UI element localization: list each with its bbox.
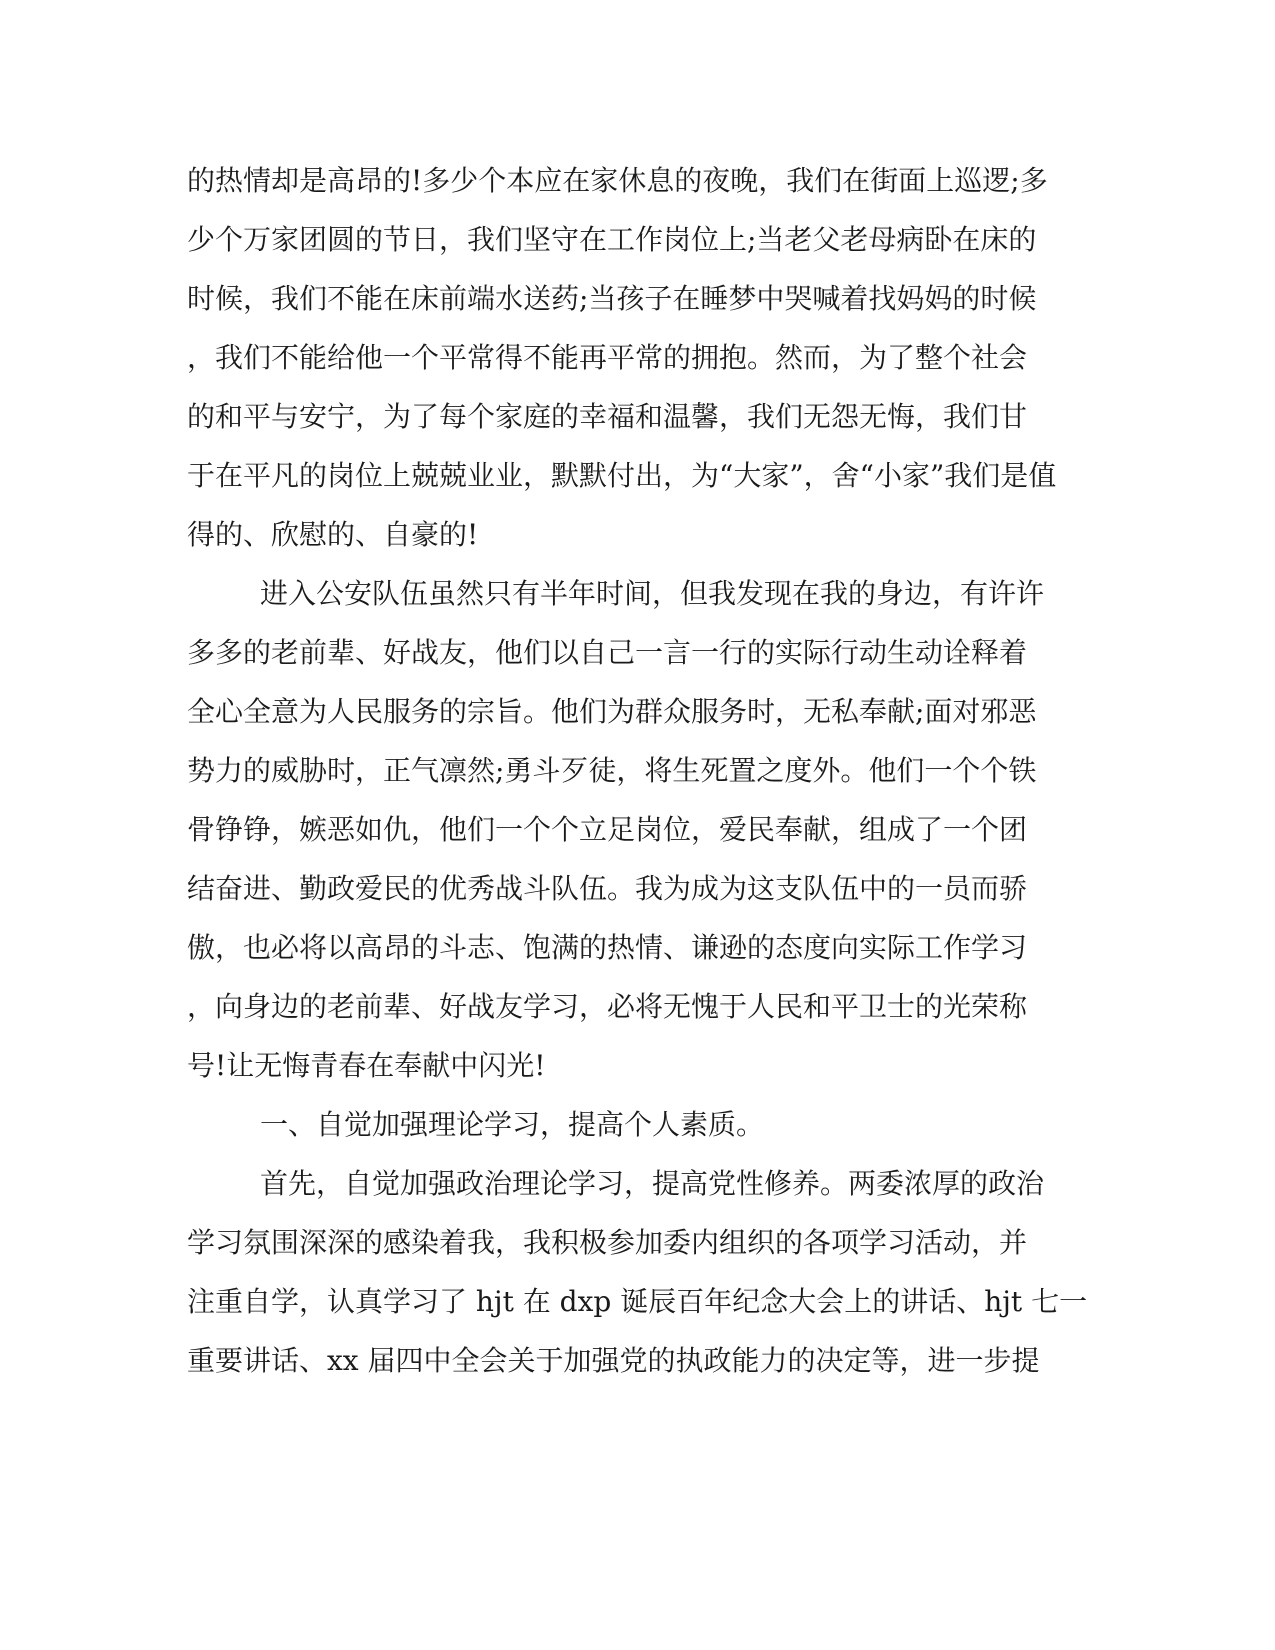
text-line: 全心全意为人民服务的宗旨。他们为群众服务时，无私奉献;面对邪恶 bbox=[187, 695, 1037, 728]
text-line: 于在平凡的岗位上兢兢业业，默默付出，为“大家”，舍“小家”我们是值 bbox=[187, 459, 1057, 492]
text-line: 的热情却是高昂的!多少个本应在家休息的夜晚，我们在街面上巡逻;多 bbox=[187, 164, 1048, 197]
text-line: 多多的老前辈、好战友，他们以自己一言一行的实际行动生动诠释着 bbox=[187, 636, 1028, 669]
text-line: ，向身边的老前辈、好战友学习，必将无愧于人民和平卫士的光荣称 bbox=[187, 990, 1028, 1023]
text-line: 号!让无悔青春在奉献中闪光! bbox=[187, 1049, 546, 1082]
text-line: 的和平与安宁，为了每个家庭的幸福和温馨，我们无怨无悔，我们甘 bbox=[187, 400, 1028, 433]
text-line: 注重自学，认真学习了 hjt 在 dxp 诞辰百年纪念大会上的讲话、hjt 七一 bbox=[187, 1285, 1088, 1318]
text-line: 结奋进、勤政爱民的优秀战斗队伍。我为成为这支队伍中的一员而骄 bbox=[187, 872, 1028, 905]
text-line: 学习氛围深深的感染着我，我积极参加委内组织的各项学习活动，并 bbox=[187, 1226, 1028, 1259]
text-line: 少个万家团圆的节日，我们坚守在工作岗位上;当老父老母病卧在床的 bbox=[187, 223, 1037, 256]
text-line: 势力的威胁时，正气凛然;勇斗歹徒，将生死置之度外。他们一个个铁 bbox=[187, 754, 1037, 787]
text-line: 重要讲话、xx 届四中全会关于加强党的执政能力的决定等，进一步提 bbox=[187, 1344, 1040, 1377]
text-line: ，我们不能给他一个平常得不能再平常的拥抱。然而，为了整个社会 bbox=[187, 341, 1028, 374]
text-line: 时候，我们不能在床前端水送药;当孩子在睡梦中哭喊着找妈妈的时候 bbox=[187, 282, 1037, 315]
text-line: 得的、欣慰的、自豪的! bbox=[187, 518, 479, 551]
text-line: 傲，也必将以高昂的斗志、饱满的热情、谦逊的态度向实际工作学习 bbox=[187, 931, 1028, 964]
section-heading: 一、自觉加强理论学习，提高个人素质。 bbox=[260, 1108, 765, 1141]
paragraph-start-line: 进入公安队伍虽然只有半年时间，但我发现在我的身边，有许许 bbox=[260, 577, 1045, 610]
text-line: 骨铮铮，嫉恶如仇，他们一个个立足岗位，爱民奉献，组成了一个团 bbox=[187, 813, 1028, 846]
paragraph-start-line: 首先，自觉加强政治理论学习，提高党性修养。两委浓厚的政治 bbox=[260, 1167, 1045, 1200]
